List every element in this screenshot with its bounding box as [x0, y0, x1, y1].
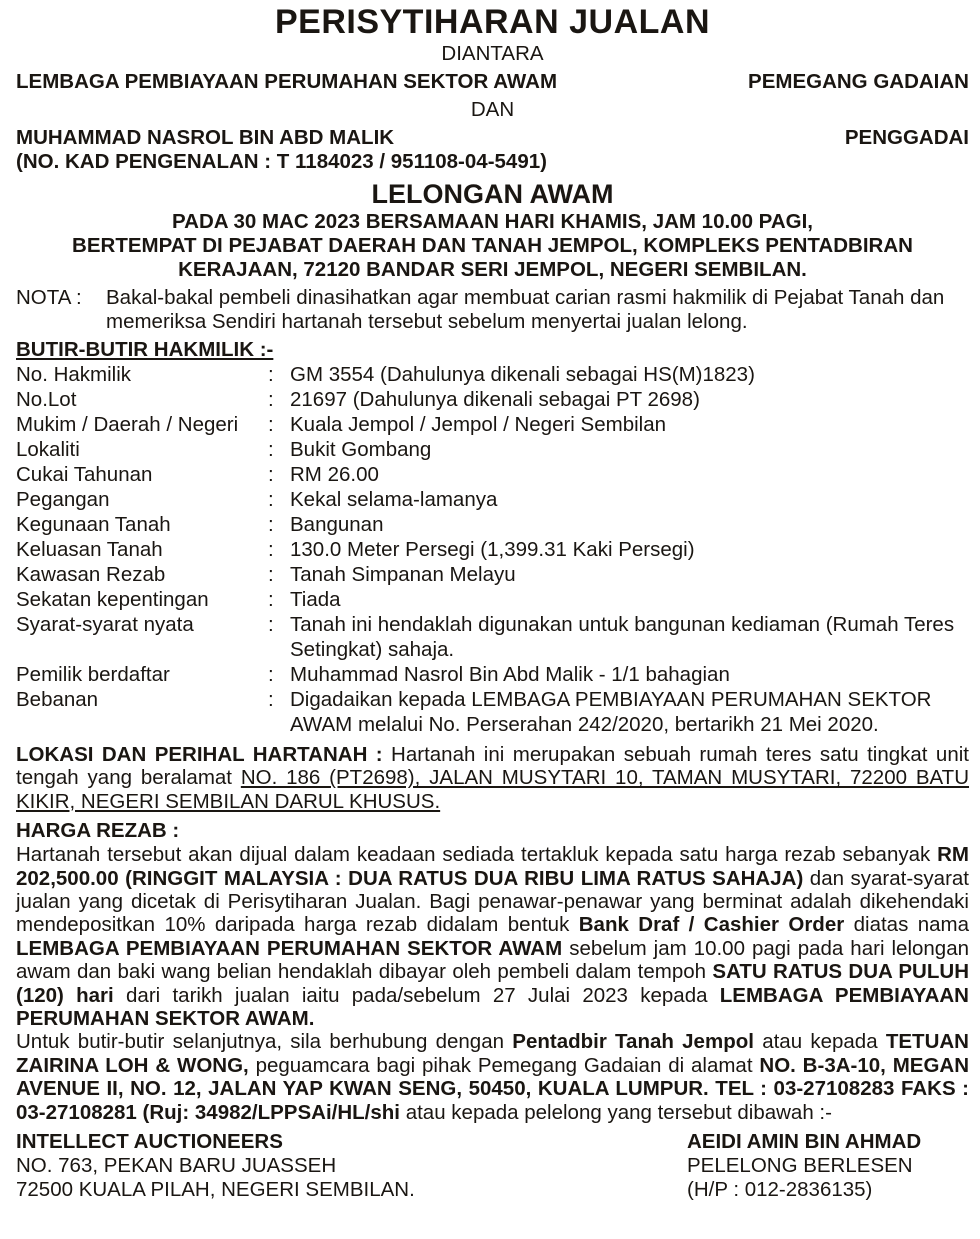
firm-address-1: NO. 763, PEKAN BARU JUASSEH — [16, 1154, 337, 1178]
detail-key: Keluasan Tanah — [16, 538, 163, 561]
detail-row — [16, 512, 969, 537]
detail-value: Tanah ini hendaklah digunakan untuk bangunan kediaman (Rumah Teres Setingkat) sahaja. — [290, 613, 955, 661]
detail-colon: : — [268, 563, 274, 586]
detail-key: Kegunaan Tanah — [16, 513, 171, 536]
detail-key: Bebanan — [16, 688, 99, 711]
payee-name: LEMBAGA PEMBIAYAAN PERUMAHAN SEKTOR AWAM. — [16, 983, 969, 1031]
solicitor-address: NO. B-3A-10, MEGAN AVENUE II, NO. 12, JALAN YAP KWAN SENG, 50450, KUALA LUMPUR. TEL : 03-27108283 FAKS : 03-27108281 (Ruj: 34982/LPPSAi/HL/shi — [16, 1053, 969, 1124]
location-paragraph — [16, 743, 969, 813]
title-details — [16, 338, 969, 737]
title-details-rows — [16, 362, 969, 737]
nota-text: Bakal-bakal pembeli dinasihatkan agar membuat carian rasmi hakmilik di Pejabat Tanah dan memeriksa Sendiri hartanah tersebut sebelum menyertai jualan lelong. — [106, 286, 945, 333]
detail-key: No. Hakmilik — [16, 363, 132, 386]
detail-key: Cukai Tahunan — [16, 463, 153, 486]
detail-value: GM 3554 (Dahulunya dikenali sebagai HS(M)1823) — [290, 363, 755, 386]
detail-key: Syarat-syarat nyata — [16, 613, 194, 636]
detail-value: 130.0 Meter Persegi (1,399.31 Kaki Persegi) — [290, 538, 695, 561]
chargee-name: LEMBAGA PEMBIAYAAN PERUMAHAN SEKTOR AWAM — [16, 70, 558, 93]
location-label: LOKASI DAN PERIHAL HARTANAH : — [16, 743, 383, 766]
firm-address-2: 72500 KUALA PILAH, NEGERI SEMBILAN. — [16, 1178, 415, 1202]
detail-row — [16, 462, 969, 487]
detail-value: Bangunan — [290, 513, 384, 536]
chargor-ic: (NO. KAD PENGENALAN : T 1184023 / 951108-04-5491) — [16, 150, 547, 173]
property-address: NO. 186 (PT2698), JALAN MUSYTARI 10, TAMAN MUSYTARI, 72200 BATU KIKIR, NEGERI SEMBILAN DARUL KHUSUS. — [16, 766, 970, 813]
detail-row — [16, 587, 969, 612]
contact-text: peguamcara bagi pihak Pemegang Gadaian di alamat — [248, 1053, 760, 1077]
detail-key: Kawasan Rezab — [16, 563, 166, 586]
between-label: DIANTARA — [441, 42, 544, 65]
solicitor-firm: TETUAN ZAIRINA LOH & WONG, — [16, 1030, 969, 1077]
detail-row — [16, 562, 969, 587]
contact-text: Untuk butir-butir selanjutnya, sila berhubung dengan — [16, 1030, 513, 1054]
detail-value: Bukit Gombang — [290, 438, 432, 461]
and-label: DAN — [470, 98, 515, 121]
location-text: Hartanah ini merupakan sebuah rumah teres satu tingkat unit tengah yang beralamat — [16, 743, 969, 790]
detail-colon: : — [268, 463, 274, 486]
detail-value: Tiada — [290, 588, 341, 611]
detail-colon: : — [268, 538, 274, 561]
detail-colon: : — [268, 613, 274, 636]
detail-value: 21697 (Dahulunya dikenali sebagai PT 2698) — [290, 388, 700, 411]
detail-value: Kekal selama-lamanya — [290, 488, 498, 511]
auctioneer-firm-block — [16, 1130, 415, 1202]
reserve-text: Hartanah tersebut akan dijual dalam keadaan sediada tertakluk kepada satu harga rezab sebanyak — [16, 843, 938, 867]
detail-colon: : — [268, 513, 274, 536]
chargor-role: PENGGADAI — [844, 126, 969, 149]
detail-row — [16, 612, 969, 662]
auction-line-3: KERAJAAN, 72120 BANDAR SERI JEMPOL, NEGERI SEMBILAN. — [178, 258, 807, 281]
chargee-row — [16, 70, 969, 94]
detail-row — [16, 537, 969, 562]
contact-text: atau kepada — [753, 1030, 886, 1054]
detail-colon: : — [268, 688, 274, 711]
reserve-text: diatas nama — [844, 913, 970, 937]
detail-value: RM 26.00 — [290, 463, 379, 486]
reserve-heading: HARGA REZAB : — [16, 819, 180, 843]
detail-colon: : — [268, 363, 274, 386]
detail-value: Digadaikan kepada LEMBAGA PEMBIAYAAN PERUMAHAN SEKTOR AWAM melalui No. Perserahan 242/2020, bertarikh 21 Mei 2020. — [290, 688, 932, 736]
detail-row — [16, 412, 969, 437]
auction-notice — [16, 0, 969, 1202]
auctioneer-name: AEIDI AMIN BIN AHMAD — [687, 1130, 922, 1154]
detail-row — [16, 487, 969, 512]
detail-row — [16, 687, 969, 737]
detail-key: Sekatan kepentingan — [16, 588, 209, 611]
reserve-price: RM 202,500.00 (RINGGIT MALAYSIA : DUA RATUS DUA RIBU LIMA RATUS SAHAJA) — [16, 843, 969, 890]
detail-row — [16, 362, 969, 387]
notice-title: PERISYTIHARAN JUALAN — [274, 3, 711, 41]
payment-period: SATU RATUS DUA PULUH (120) hari — [16, 960, 969, 1007]
auction-title: LELONGAN AWAM — [371, 179, 614, 209]
chargee-role: PEMEGANG GADAIAN — [748, 70, 969, 93]
auctioneer-phone: (H/P : 012-2836135) — [687, 1178, 873, 1202]
footer — [16, 1130, 969, 1202]
detail-value: Muhammad Nasrol Bin Abd Malik - 1/1 bahagian — [290, 663, 730, 686]
nota-label: NOTA : — [16, 286, 82, 309]
detail-colon: : — [268, 588, 274, 611]
detail-value: Kuala Jempol / Jempol / Negeri Sembilan — [290, 413, 667, 436]
detail-row — [16, 662, 969, 687]
detail-row — [16, 437, 969, 462]
detail-key: No.Lot — [16, 388, 77, 411]
detail-colon: : — [268, 438, 274, 461]
detail-key: Mukim / Daerah / Negeri — [16, 413, 239, 436]
payee-name: LEMBAGA PEMBIAYAAN PERUMAHAN SEKTOR AWAM — [16, 936, 563, 960]
reserve-text: dari tarikh jualan iaitu pada/sebelum 27 Julai 2023 kepada — [113, 983, 720, 1007]
detail-colon: : — [268, 663, 274, 686]
chargor-name: MUHAMMAD NASROL BIN ABD MALIK — [16, 126, 395, 149]
contact-text: atau kepada pelelong yang tersebut dibawah :- — [400, 1100, 832, 1124]
auctioneer-block — [687, 1130, 969, 1202]
auctioneer-title: PELELONG BERLESEN — [687, 1154, 913, 1178]
title-details-heading: BUTIR-BUTIR HAKMILIK :- — [16, 338, 274, 361]
deposit-method: Bank Draf / Cashier Order — [578, 913, 845, 937]
detail-colon: : — [268, 488, 274, 511]
detail-row — [16, 387, 969, 412]
detail-key: Pegangan — [16, 488, 110, 511]
chargor-row — [16, 126, 969, 150]
detail-key: Pemilik berdaftar — [16, 663, 170, 686]
auctioneer-firm: INTELLECT AUCTIONEERS — [16, 1130, 283, 1154]
detail-value: Tanah Simpanan Melayu — [290, 563, 516, 586]
detail-colon: : — [268, 388, 274, 411]
detail-key: Lokaliti — [16, 438, 80, 461]
auction-line-2: BERTEMPAT DI PEJABAT DAERAH DAN TANAH JEMPOL, KOMPLEKS PENTADBIRAN — [72, 234, 913, 257]
land-administrator: Pentadbir Tanah Jempol — [512, 1030, 754, 1054]
contact-paragraph — [16, 1030, 969, 1124]
detail-colon: : — [268, 413, 274, 436]
auction-line-1: PADA 30 MAC 2023 BERSAMAAN HARI KHAMIS, JAM 10.00 PAGI, — [172, 210, 813, 233]
nota — [16, 286, 969, 334]
reserve-text: sebelum jam 10.00 pagi pada hari lelongan awam dan baki wang belian hendaklah dibayar oleh pembeli dalam tempoh — [16, 936, 969, 984]
reserve-paragraph — [16, 843, 969, 1030]
reserve-text: dan syarat-syarat jualan yang dicetak di Perisytiharan Jualan. Bagi penawar-penawar yang berminat adalah dikehendaki mendepositkan 10% daripada harga rezab didalam bentuk — [16, 866, 969, 937]
